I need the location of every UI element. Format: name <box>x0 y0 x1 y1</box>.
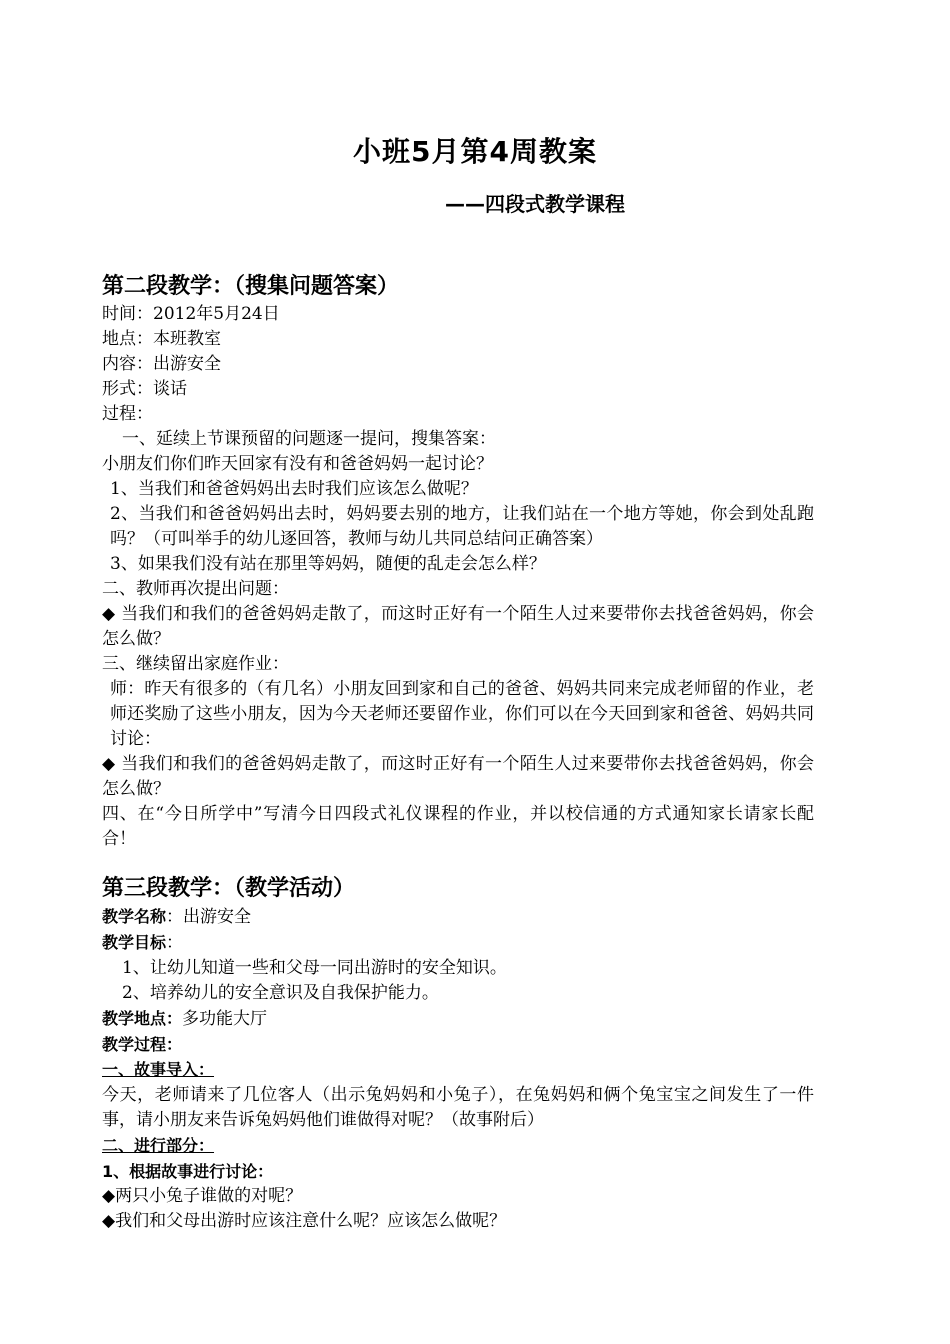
section3-part2 <box>102 1133 814 1159</box>
section3-place <box>102 1006 814 1032</box>
document-subtitle: ——四段式教学课程 <box>445 192 625 216</box>
section3-goal-2: 2、培养幼儿的安全意识及自我保护能力。 <box>122 983 439 1003</box>
section3-process-label: 教学过程： <box>102 1035 183 1054</box>
section2-place: 地点：本班教室 <box>102 329 221 349</box>
section3-name-value: ：出游安全 <box>166 907 252 927</box>
section3-part2-question-1: ◆两只小兔子谁做的对呢？ <box>102 1186 303 1206</box>
section2-step4: 四、在“今日所学中”写清今日四段式礼仪课程的作业，并以校信通的方式通知家长请家长配合！ <box>102 804 814 849</box>
document-body <box>102 272 814 1234</box>
section3-goal-colon: ： <box>166 933 184 953</box>
section3-part1-text: 今天，老师请来了几位客人（出示兔妈妈和小兔子），在兔妈妈和俩个兔宝宝之间发生了一件事，请小朋友来告诉兔妈妈他们谁做得对呢？（故事附后） <box>102 1085 814 1130</box>
section3-part2-step1: 1、根据故事进行讨论： <box>102 1162 274 1181</box>
section2-step3-text: 师：昨天有很多的（有几名）小朋友回到家和自己的爸爸、妈妈共同来完成老师留的作业，老师还奖励了这些小朋友，因为今天老师还要留作业，你们可以在今天回到家和爸爸、妈妈共同讨论： <box>110 679 814 749</box>
section3-part1-heading: 一、故事导入： <box>102 1060 215 1079</box>
section2-form: 形式：谈话 <box>102 379 187 399</box>
section2-question-2: 2、当我们和爸爸妈妈出去时，妈妈要去别的地方，让我们站在一个地方等她，你会到处乱跑吗？（可叫举手的幼儿逐回答，教师与幼儿共同总结问正确答案） <box>110 504 814 549</box>
section2-content: 内容：出游安全 <box>102 354 221 374</box>
section2-question-intro: 小朋友们你们昨天回家有没有和爸爸妈妈一起讨论？ <box>102 454 493 474</box>
section3-heading: 第三段教学：（教学活动） <box>102 876 356 901</box>
section2-time: 时间：2012年5月24日 <box>102 304 280 324</box>
section3-place-label: 教学地点： <box>102 1009 183 1028</box>
section3-name-label: 教学名称 <box>102 907 167 926</box>
section2-heading: 第二段教学：（搜集问题答案） <box>102 274 400 299</box>
section2-step3: 三、继续留出家庭作业： <box>102 654 289 674</box>
section3-goal <box>102 930 814 956</box>
section2-step2-question: ◆ 当我们和我们的爸爸妈妈走散了，而这时正好有一个陌生人过来要带你去找爸爸妈妈，你会怎么做？ <box>102 604 814 649</box>
section2-question-1: 1、当我们和爸爸妈妈出去时我们应该怎么做呢？ <box>110 479 478 499</box>
section2-step1: 一、延续上节课预留的问题逐一提问，搜集答案： <box>122 429 496 449</box>
section3-part1 <box>102 1057 814 1083</box>
section2-step2: 二、教师再次提出问题： <box>102 579 289 599</box>
section3-goal-1: 1、让幼儿知道一些和父母一同出游时的安全知识。 <box>122 958 507 978</box>
section2-step3-question: ◆ 当我们和我们的爸爸妈妈走散了，而这时正好有一个陌生人过来要带你去找爸爸妈妈，你会怎么做？ <box>102 754 814 799</box>
section3-goal-label: 教学目标 <box>102 933 167 952</box>
document-title: 小班5月第4周教案 <box>353 135 597 168</box>
section-spacer <box>102 852 814 874</box>
section2-process: 过程： <box>102 404 153 424</box>
section3-part2-question-2: ◆我们和父母出游时应该注意什么呢？应该怎么做呢？ <box>102 1211 507 1231</box>
section2-question-3: 3、如果我们没有站在那里等妈妈，随便的乱走会怎么样？ <box>110 554 546 574</box>
section3-name <box>102 904 814 930</box>
section3-place-value: 多功能大厅 <box>182 1009 268 1029</box>
section3-part2-heading: 二、进行部分： <box>102 1136 215 1155</box>
